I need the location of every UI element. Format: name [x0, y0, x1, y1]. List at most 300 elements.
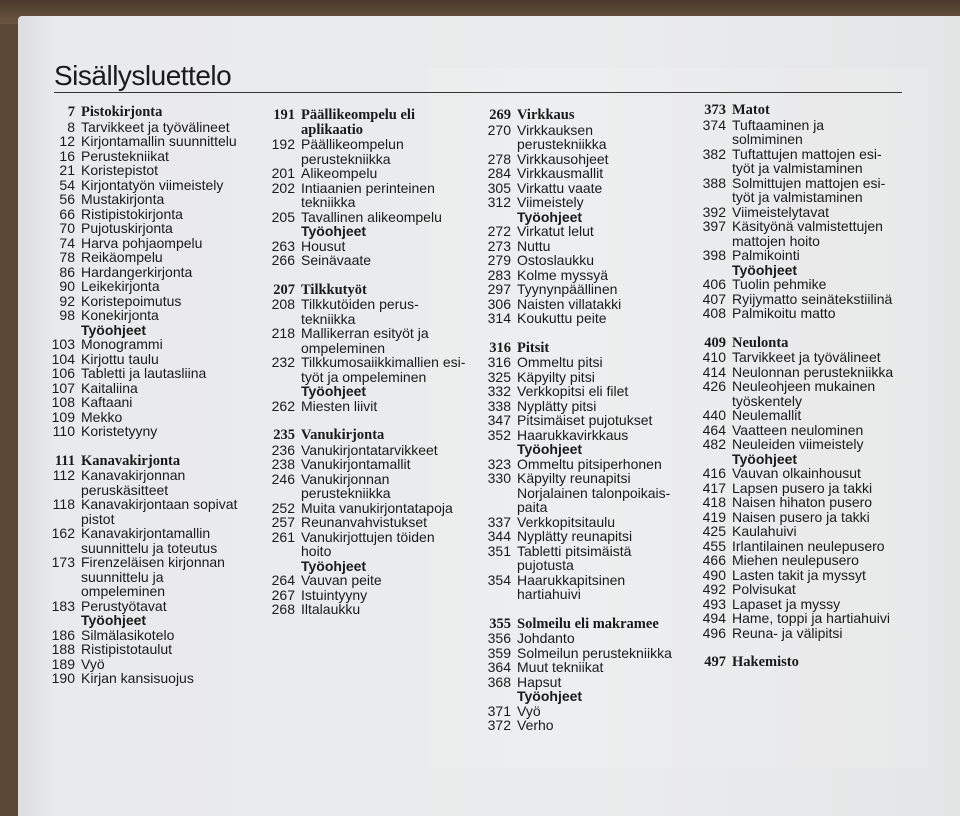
page-number: 425 [702, 523, 726, 539]
toc-entry [471, 166, 686, 181]
entry-title: Työohjeet [81, 321, 147, 338]
page-number: 398 [702, 247, 726, 263]
toc-entry [255, 326, 470, 355]
page-number: 492 [702, 581, 726, 597]
entry-title: Kanavakirjonnan peruskäsitteet [81, 467, 186, 498]
page-number: 208 [271, 296, 295, 312]
page-number: 392 [702, 203, 726, 220]
toc-subheading [255, 559, 470, 574]
entry-title: Ristipistokirjonta [81, 205, 183, 222]
entry-title: Pistokirjonta [81, 104, 163, 120]
toc-entry [35, 395, 255, 410]
page-number: 356 [487, 630, 511, 646]
page-number: 110 [52, 423, 75, 439]
toc-entry [35, 279, 255, 294]
toc-column-3 [471, 108, 686, 733]
page-number: 252 [271, 499, 295, 516]
toc-section-heading [255, 428, 470, 443]
page-number: 410 [702, 349, 726, 365]
page-number: 493 [702, 595, 726, 612]
page-number: 347 [487, 412, 511, 428]
page-number: 202 [271, 179, 295, 196]
toc-entry [255, 602, 470, 617]
entry-title: Muut tekniikat [517, 659, 604, 675]
title-divider [54, 92, 902, 93]
page-number: 305 [487, 179, 511, 196]
page-number: 111 [54, 452, 75, 469]
page-number: 263 [271, 237, 295, 254]
entry-title: Vanukirjottujen töiden hoito [301, 528, 435, 559]
entry-title: Pitsimäiset pujotukset [517, 412, 653, 428]
entry-title: Perustyötavat [81, 597, 167, 614]
entry-title: Naisen pusero ja takki [732, 508, 870, 525]
page-number: 344 [487, 528, 511, 544]
page-number: 16 [59, 147, 75, 164]
entry-title: Päällikeompelun perustekniikka [301, 136, 404, 167]
entry-title: Reuna- ja välipitsi [732, 624, 843, 641]
toc-entry [471, 152, 686, 167]
page-number: 112 [52, 467, 75, 483]
entry-title: Seinävaate [301, 252, 372, 268]
entry-title: Firenzeläisen kirjonnan suunnittelu ja ompeleminen [81, 554, 225, 599]
entry-title: Harva pohjaompelu [81, 234, 203, 251]
entry-title: Monogrammi [81, 336, 163, 352]
page-number: 262 [271, 397, 295, 414]
toc-entry [471, 457, 686, 472]
page-number: 190 [51, 670, 75, 686]
entry-title: Johdanto [517, 630, 575, 646]
toc-entry [35, 163, 255, 178]
page-number: 338 [487, 397, 511, 414]
entry-title: Kirjontamallin suunnittelu [81, 133, 237, 149]
entry-title: Pitsit [517, 339, 550, 356]
page-number: 109 [51, 408, 75, 425]
entry-title: Hakemisto [732, 654, 799, 670]
page-number: 7 [67, 104, 75, 120]
entry-title: Koristepistot [81, 162, 159, 178]
entry-title: Virkkauksen perustekniikka [517, 121, 607, 152]
page-number: 397 [702, 218, 726, 234]
entry-title: Neulemallit [732, 407, 802, 423]
page-number: 409 [704, 334, 726, 351]
page-number: 464 [702, 421, 726, 438]
page-number: 354 [487, 571, 511, 588]
page-number [255, 224, 301, 239]
toc-entry [35, 236, 255, 251]
page-number: 371 [487, 702, 511, 719]
toc-entry [35, 599, 255, 614]
entry-title: Nyplätty reunapitsi [517, 528, 633, 544]
page-number: 297 [487, 281, 511, 297]
entry-title: Naisten villatakki [517, 295, 622, 312]
page-number: 330 [487, 470, 511, 486]
entry-title: Haarukkapitsinen hartiahuivi [517, 571, 626, 602]
page-number: 257 [271, 514, 295, 530]
page-number [35, 613, 81, 628]
toc-entry [255, 137, 470, 166]
page-number: 337 [487, 513, 511, 530]
toc-section-heading [686, 655, 926, 670]
entry-title: Reikäompelu [81, 249, 163, 265]
entry-title: Nuttu [517, 237, 551, 254]
toc-entry [471, 311, 686, 326]
page-number: 373 [704, 102, 726, 118]
entry-title: Palmikointi [732, 247, 800, 263]
page-number: 261 [271, 528, 295, 545]
page-number: 192 [271, 136, 295, 152]
entry-title: Virkkausohjeet [517, 150, 609, 167]
toc-entry [35, 366, 255, 381]
toc-entry [35, 526, 255, 555]
section-gap [255, 413, 470, 428]
toc-entry [686, 466, 926, 481]
entry-title: Käpyilty pitsi [517, 368, 595, 385]
toc-entry [686, 510, 926, 525]
section-gap [471, 326, 686, 341]
toc-entry [686, 437, 926, 452]
toc-entry [35, 468, 255, 497]
page-number: 236 [271, 441, 295, 458]
page-number: 284 [487, 165, 511, 181]
entry-title: Tarvikkeet ja työvälineet [732, 349, 881, 365]
section-gap [686, 321, 926, 336]
toc-subheading [471, 689, 686, 704]
toc-entry [686, 423, 926, 438]
page-number: 104 [51, 350, 75, 367]
toc-subheading [686, 263, 926, 278]
page-number: 316 [489, 339, 511, 356]
toc-subheading [686, 452, 926, 467]
toc-entry [255, 501, 470, 516]
toc-entry [686, 147, 926, 176]
entry-title: Virkattu vaate [517, 179, 603, 196]
page-number: 490 [702, 566, 726, 583]
page-number: 56 [59, 191, 75, 207]
entry-title: Iltalaukku [301, 601, 361, 617]
toc-section-heading [686, 336, 926, 351]
page-number: 279 [487, 252, 511, 268]
page-number: 416 [702, 465, 726, 481]
entry-title: Tilkkutöiden perus- tekniikka [301, 296, 419, 327]
toc-subheading [255, 384, 470, 399]
toc-section-heading [255, 108, 470, 137]
page-number: 325 [487, 368, 511, 385]
page-number: 355 [489, 615, 511, 632]
page-number: 408 [702, 305, 726, 321]
page-number: 316 [487, 354, 511, 370]
page-number [471, 689, 517, 704]
page-number: 497 [704, 654, 726, 670]
toc-entry [686, 611, 926, 626]
page-number: 455 [702, 537, 726, 554]
entry-title: Pujotuskirjonta [81, 220, 173, 236]
page-number: 426 [702, 378, 726, 394]
toc-column-1 [35, 105, 255, 686]
toc-section-heading [471, 617, 686, 632]
toc-entry [471, 239, 686, 254]
page-number: 66 [59, 205, 75, 222]
entry-title: Verkkopitsitaulu [517, 513, 616, 530]
page-number: 312 [487, 194, 511, 210]
entry-title: Koristepoimutus [81, 292, 182, 309]
toc-entry [35, 628, 255, 643]
toc-entry [255, 443, 470, 458]
entry-title: Virkkausmallit [517, 165, 604, 181]
page-number: 273 [487, 237, 511, 254]
entry-title: Vauvan peite [301, 572, 382, 588]
entry-title: Hapsut [517, 673, 562, 690]
entry-title: Intiaanien perinteinen tekniikka [301, 179, 435, 210]
toc-entry [686, 568, 926, 583]
toc-entry [686, 205, 926, 220]
page-number [686, 452, 732, 467]
toc-entry [35, 221, 255, 236]
entry-title: Vanukirjontatarvikkeet [301, 441, 438, 458]
toc-entry [35, 424, 255, 439]
toc-entry [35, 149, 255, 164]
toc-entry [471, 195, 686, 210]
page-number: 407 [702, 290, 726, 307]
page-number: 482 [702, 436, 726, 452]
entry-title: Kaftaani [81, 394, 133, 410]
page-number: 270 [487, 121, 511, 138]
page-number: 106 [51, 365, 75, 381]
page-number: 269 [489, 107, 511, 123]
page-number: 266 [271, 252, 295, 268]
page-number: 54 [59, 176, 75, 193]
toc-entry [686, 350, 926, 365]
toc-entry [35, 381, 255, 396]
page-number: 323 [487, 455, 511, 472]
toc-entry [35, 192, 255, 207]
entry-title: Solmittujen mattojen esi- työt ja valmistaminen [732, 174, 886, 205]
toc-section-heading [471, 108, 686, 123]
entry-title: Miesten liivit [301, 397, 378, 414]
toc-entry [471, 428, 686, 443]
page-number: 267 [271, 586, 295, 603]
entry-title: Työohjeet [301, 557, 367, 574]
toc-entry [471, 660, 686, 675]
entry-title: Solmeilu eli makramee [517, 615, 659, 632]
page-title: Sisällysluettelo [54, 60, 232, 91]
entry-title: Viimeistely [517, 194, 584, 210]
page-number: 388 [702, 174, 726, 191]
page-number: 107 [51, 379, 75, 396]
entry-title: Mallikerran esityöt ja ompeleminen [301, 325, 429, 356]
toc-entry [471, 123, 686, 152]
toc-entry [471, 704, 686, 719]
page-number: 218 [271, 325, 295, 341]
entry-title: Neuleiden viimeistely [732, 436, 864, 452]
entry-title: Irlantilainen neulepusero [732, 537, 885, 554]
toc-entry [686, 408, 926, 423]
toc-entry [255, 588, 470, 603]
toc-entry [471, 370, 686, 385]
entry-title: Konekirjonta [81, 307, 159, 323]
toc-entry [686, 597, 926, 612]
entry-title: Reunanvahvistukset [301, 514, 428, 530]
entry-title: Työohjeet [517, 208, 583, 225]
entry-title: Koristetyyny [81, 423, 158, 439]
entry-title: Neulonnan perustekniikka [732, 363, 894, 380]
page-number: 382 [702, 145, 726, 162]
entry-title: Kirjontatyön viimeistely [81, 176, 224, 193]
toc-entry [35, 337, 255, 352]
toc-entry [471, 224, 686, 239]
page-number: 232 [271, 354, 295, 370]
page-number: 368 [487, 673, 511, 690]
page-number: 314 [487, 310, 511, 326]
toc-entry [686, 379, 926, 408]
toc-entry [35, 642, 255, 657]
toc-entry [35, 265, 255, 280]
page-number: 173 [51, 554, 75, 570]
toc-entry [686, 524, 926, 539]
page-number: 414 [702, 363, 726, 380]
page-number: 186 [51, 626, 75, 643]
entry-title: Virkatut lelut [517, 223, 594, 239]
toc-entry [255, 399, 470, 414]
toc-subheading [35, 613, 255, 628]
toc-entry [471, 253, 686, 268]
toc-entry [471, 181, 686, 196]
page-number: 238 [271, 456, 295, 472]
entry-title: Muita vanukirjontatapoja [301, 499, 453, 516]
toc-subheading [471, 442, 686, 457]
entry-title: Solmeilun perustekniikka [517, 644, 672, 661]
entry-title: Verho [517, 717, 554, 733]
page-number: 8 [67, 118, 75, 135]
page-number: 359 [487, 644, 511, 661]
entry-title: Mustakirjonta [81, 191, 165, 207]
page-number: 496 [702, 624, 726, 641]
toc-entry [471, 355, 686, 370]
toc-entry [255, 573, 470, 588]
page-number: 207 [273, 281, 295, 298]
section-gap [471, 602, 686, 617]
toc-column-2 [255, 108, 470, 617]
entry-title: Tuftattujen mattojen esi- työt ja valmistaminen [732, 145, 882, 176]
entry-title: Työohjeet [517, 688, 583, 704]
toc-subheading [255, 224, 470, 239]
toc-entry [471, 646, 686, 661]
page-number: 21 [59, 162, 75, 178]
entry-title: Alikeompelu [301, 165, 378, 181]
toc-entry [255, 515, 470, 530]
entry-title: Vaatteen neulominen [732, 421, 864, 438]
entry-title: Neulonta [732, 334, 789, 351]
entry-title: Neuleohjeen mukainen työskentely [732, 378, 876, 409]
toc-entry [35, 120, 255, 135]
toc-entry [471, 573, 686, 602]
page-number: 118 [52, 496, 75, 512]
entry-title: Kaulahuivi [732, 523, 797, 539]
entry-title: Ryijymatto seinätekstiilinä [732, 290, 893, 307]
entry-title: Silmälasikotelo [81, 626, 175, 643]
entry-title: Koukuttu peite [517, 310, 607, 326]
toc-section-heading [35, 105, 255, 120]
toc-entry [471, 384, 686, 399]
page-number: 103 [51, 336, 75, 352]
page-number: 494 [702, 610, 726, 626]
page-number: 90 [59, 278, 75, 294]
toc-entry [255, 210, 470, 225]
entry-title: Käsityönä valmistettujen mattojen hoito [732, 218, 883, 249]
page-number: 466 [702, 552, 726, 568]
toc-entry [471, 631, 686, 646]
page-number: 268 [271, 601, 295, 617]
page-number: 201 [271, 165, 295, 181]
entry-title: Perustekniikat [81, 147, 169, 164]
toc-entry [35, 250, 255, 265]
entry-title: Kanavakirjonta [81, 452, 181, 469]
page-number: 189 [51, 655, 75, 672]
page-number: 352 [487, 426, 511, 443]
page-number: 98 [59, 307, 75, 323]
entry-title: Verkkopitsi eli filet [517, 383, 629, 399]
entry-title: Vyö [517, 702, 541, 719]
entry-title: Polvisukat [732, 581, 796, 597]
toc-entry [255, 355, 470, 384]
toc-entry [686, 248, 926, 263]
page-number: 283 [487, 266, 511, 283]
page-number: 364 [487, 659, 511, 675]
entry-title: Hardangerkirjonta [81, 263, 193, 280]
toc-entry [471, 515, 686, 530]
toc-entry [255, 239, 470, 254]
entry-title: Haarukkavirkkaus [517, 426, 629, 443]
entry-title: Istuintyyny [301, 586, 368, 603]
toc-entry [686, 626, 926, 641]
toc-entry [686, 292, 926, 307]
toc-entry [686, 481, 926, 496]
toc-entry [255, 472, 470, 501]
entry-title: Vanukirjontamallit [301, 456, 411, 472]
entry-title: Mekko [81, 408, 123, 425]
toc-entry [255, 297, 470, 326]
entry-title: Tilkkumosaiikkimallien esi- työt ja ompeleminen [301, 354, 466, 385]
toc-entry [686, 553, 926, 568]
page-number: 440 [702, 407, 726, 423]
toc-entry [686, 118, 926, 147]
toc-entry [255, 457, 470, 472]
entry-title: Tuolin pehmike [732, 276, 827, 292]
page-number: 188 [51, 641, 75, 657]
entry-title: Ostoslaukku [517, 252, 595, 268]
toc-entry [35, 134, 255, 149]
page-number: 108 [51, 394, 75, 410]
toc-entry [255, 166, 470, 181]
page-number: 372 [487, 717, 511, 733]
toc-entry [35, 178, 255, 193]
page-number [255, 559, 301, 574]
toc-section-heading [471, 341, 686, 356]
toc-entry [471, 544, 686, 573]
toc-entry [471, 297, 686, 312]
toc-entry [35, 657, 255, 672]
toc-entry [35, 555, 255, 599]
toc-entry [471, 529, 686, 544]
section-gap [35, 439, 255, 454]
section-gap [686, 640, 926, 655]
toc-entry [686, 176, 926, 205]
page-number: 272 [487, 223, 511, 239]
page-number: 78 [59, 249, 75, 265]
entry-title: Tuftaaminen ja solmiminen [732, 116, 825, 147]
toc-entry [471, 399, 686, 414]
page-number: 332 [487, 383, 511, 399]
entry-title: Vanukirjonta [301, 427, 385, 443]
